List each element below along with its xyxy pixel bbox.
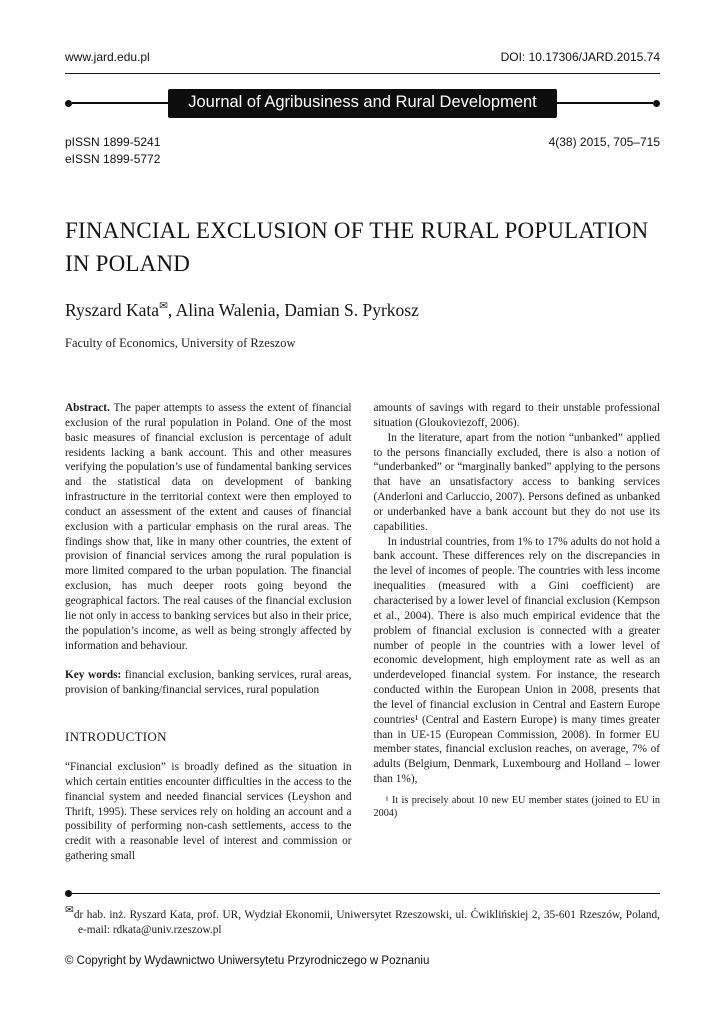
footnote: [374, 794, 661, 820]
body-paragraph: In the literature, apart from the notion “unbanked” applied to the persons financially excluded, there is also a notion of “underbanked” or “marginally banked” applying to the persons that have an unsatisfactory access to banking services (Anderloni and Carluccio, 2007). Persons defined as unbanked or underbanked have a bank account but they do not use its capabilities.: [373, 431, 660, 533]
keywords-paragraph: [65, 668, 352, 698]
introduction-paragraph: “Financial exclusion” is broadly defined as the situation in which certain entities encounter difficulties in the access to the financial system and needed financial services (Leyshon and Thrift, 1995). These services rely on holding an account and a possibility of performing non-cash settlements, access to the credit with a reasonable level of interest and commission or gathering small: [65, 761, 352, 863]
article-title-line2: IN POLAND: [65, 251, 191, 276]
doi-label: DOI: 10.17306/JARD.2015.74: [500, 50, 660, 64]
author-corresponding: Ryszard Kata: [65, 300, 160, 320]
affiliation: Faculty of Economics, University of Rzeszow: [65, 336, 296, 350]
keywords-label: Key words:: [65, 669, 122, 682]
email-icon: ✉: [65, 905, 74, 917]
correspondence-note: [65, 905, 660, 938]
header-rule: [65, 73, 660, 74]
journal-name: Journal of Agribusiness and Rural Development: [188, 92, 537, 111]
right-column: [374, 401, 661, 869]
article-title-line1: FINANCIAL EXCLUSION OF THE RURAL POPULATION: [65, 218, 649, 243]
banner-left-line: [72, 102, 168, 103]
page-header: [65, 0, 660, 64]
keywords-text: financial exclusion, banking services, rural areas, provision of banking/financial services, rural population: [65, 669, 352, 697]
email-icon: ✉: [159, 301, 168, 313]
abstract-paragraph: [65, 401, 352, 653]
correspondence-text: dr hab. inż. Ryszard Kata, prof. UR, Wydział Ekonomii, Uniwersytet Rzeszowski, ul. Ćwiklińskiej 2, 35-601 Rzeszów, Poland, e-mail: rdkata@univ.rzeszow.pl: [73, 909, 660, 936]
copyright-line: © Copyright by Wydawnictwo Uniwersytetu Przyrodniczego w Poznaniu: [65, 955, 430, 967]
journal-name-banner: [168, 89, 557, 118]
authors-rest: , Alina Walenia, Damian S. Pyrkosz: [167, 300, 419, 320]
abstract-text: The paper attempts to assess the extent of financial exclusion of the rural population in Poland. One of the most basic measures of financial exclusion is percentage of adult residents lacking a bank account. This and other measures verifying the population’s use of fundamental banking services and the statistical data on development of banking infrastructure in the territorial context were then employed to conduct an assessment of the extent and causes of financial exclusion with a particular emphasis on the rural areas. The findings show that, like in many other countries, the extent of provision of financial services among the rural population is more limited compared to the urban population. The financial exclusion, has much deeper roots going beyond the geographical factors. The real causes of the financial exclusion lie not only in access to banking services but also in their price, the population’s income, as well as being strongly affected by information and behaviour.: [65, 402, 352, 652]
article-title: [65, 214, 660, 280]
banner-right-line: [557, 102, 653, 103]
authors-line: [65, 300, 660, 321]
journal-banner-row: [65, 89, 660, 117]
left-column: [65, 401, 352, 869]
body-paragraph: amounts of savings with regard to their unstable professional situation (Gloukoviezoff, 2006).: [373, 402, 660, 429]
footer-rule: [65, 890, 660, 897]
body-paragraph: In industrial countries, from 1% to 17% adults do not hold a bank account. These differences rely on the discrepancies in the level of incomes of people. The countries with less income inequalities (measured with a Gini coefficient) are characterised by a lower level of financial exclusion (Kempson et al., 2004). There is also much empirical evidence that the problem of financial exclusion is connected with a greater number of people in the countries with a lower level of economic development, high employment rate as well as an underdeveloped financial system. For instance, the research conducted within the European Union in 2008, presents that the level of financial exclusion in Central and Eastern Europe countries¹ (Central and Eastern Europe) is many times greater than in UE-15 (European Commission, 2008). In former EU member states, financial exclusion reaches, on average, 7% of adults (Belgium, Denmark, Luxembourg and Holland – lower than 1%),: [373, 535, 660, 786]
issn-row: [65, 134, 660, 168]
pissn: pISSN 1899-5241: [65, 135, 161, 149]
issue-info: 4(38) 2015, 705–715: [548, 135, 660, 149]
footer-rule-line: [72, 893, 660, 894]
article-body: [65, 401, 660, 869]
footnote-text: ¹ It is precisely about 10 new EU member states (joined to EU in 2004): [373, 794, 660, 820]
issn-block: [65, 134, 160, 168]
abstract-label: Abstract.: [65, 402, 110, 414]
eissn: eISSN 1899-5772: [65, 152, 161, 166]
banner-left-dot: [65, 100, 72, 107]
journal-website: www.jard.edu.pl: [65, 50, 150, 64]
banner-right-dot: [653, 100, 660, 107]
footer-rule-dot: [65, 890, 72, 897]
introduction-heading: INTRODUCTION: [65, 729, 167, 745]
